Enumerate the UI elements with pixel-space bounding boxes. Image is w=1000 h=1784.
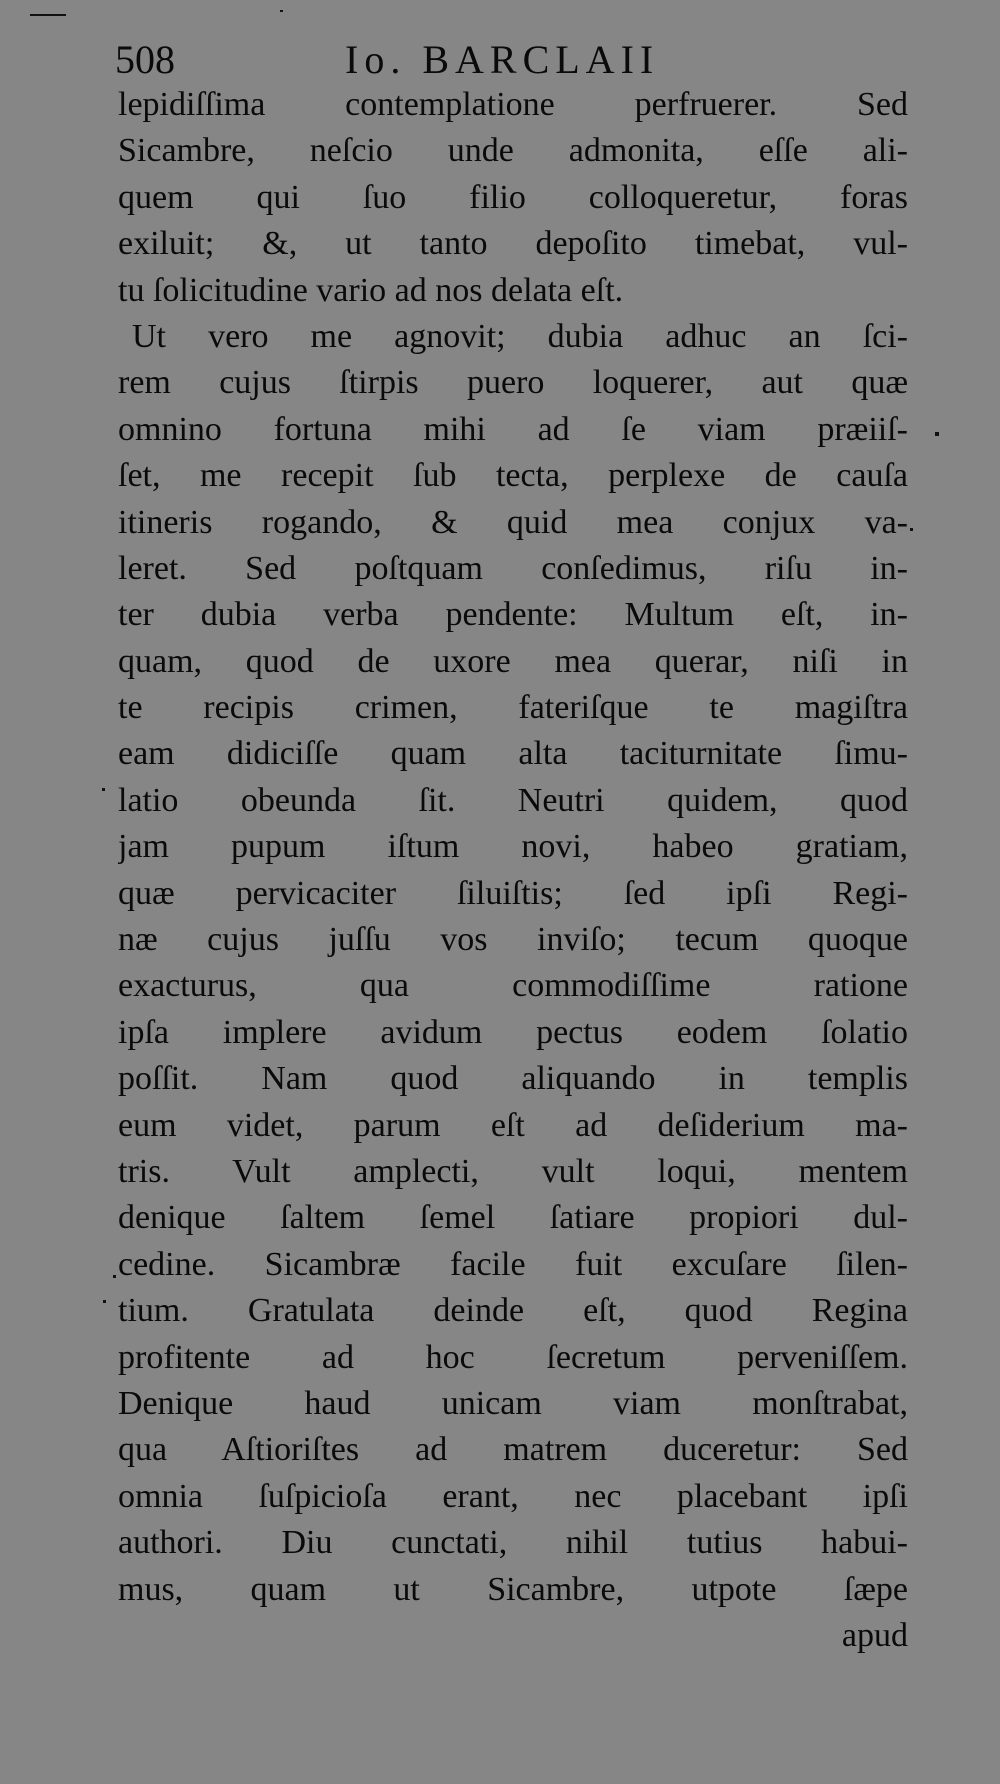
text-line: omnino fortuna mihi ad ſe viam præiiſ- (118, 410, 908, 448)
page-header (115, 30, 915, 90)
text-line: leret. Sed poſtquam conſedimus, riſu in- (118, 549, 908, 587)
scan-speck (910, 528, 913, 531)
text-line: Sicambre, neſcio unde admonita, eſſe ali- (118, 132, 908, 170)
running-head: Io. BARCLAII (345, 37, 660, 82)
text-line: rem cujus ſtirpis puero loquerer, aut quæ (118, 364, 908, 402)
text-line: quam, quod de uxore mea querar, niſi in (118, 642, 908, 680)
text-line: exacturus, qua commodiſſime ratione (118, 967, 908, 1005)
scan-speck (102, 788, 105, 791)
text-line: tris. Vult amplecti, vult loqui, mentem (118, 1152, 908, 1190)
text-line: quem qui ſuo filio colloqueretur, foras (118, 178, 908, 216)
scan-speck (103, 1300, 106, 1303)
text-line: quæ pervicaciter ſiluiſtis; ſed ipſi Regi- (118, 874, 908, 912)
text-line: ſet, me recepit ſub tecta, perplexe de cauſa (118, 457, 908, 495)
text-line: exiluit; &, ut tanto depoſito timebat, vul- (118, 225, 908, 263)
scan-speck (280, 10, 283, 12)
body-text (118, 82, 908, 1659)
text-line: eum videt, parum eſt ad deſiderium ma- (118, 1106, 908, 1144)
text-line: Ut vero me agnovit; dubia adhuc an ſci- (132, 317, 908, 355)
text-line: itineris rogando, & quid mea conjux va- (118, 503, 908, 541)
text-line: jam pupum iſtum novi, habeo gratiam, (118, 828, 908, 866)
text-line: Denique haud unicam viam monſtrabat, (118, 1384, 908, 1422)
text-line: poſſit. Nam quod aliquando in templis (118, 1060, 908, 1098)
page-number: 508 (115, 37, 175, 82)
scan-speck (935, 432, 939, 436)
text-line: lepidiſſima contemplatione perfruerer. Sed (118, 86, 908, 123)
text-line: omnia ſuſpicioſa erant, nec placebant ipſi (118, 1477, 908, 1515)
text-line: eam didiciſſe quam alta taciturnitate ſimu- (118, 735, 908, 773)
text-line: qua Aſtioriſtes ad matrem duceretur: Sed (118, 1431, 908, 1469)
text-line: te recipis crimen, fateriſque te magiſtra (118, 689, 908, 727)
scan-speck (113, 1275, 116, 1278)
text-line: ipſa implere avidum pectus eodem ſolatio (118, 1013, 908, 1051)
text-line: ter dubia verba pendente: Multum eſt, in- (118, 596, 908, 634)
text-line: latio obeunda ſit. Neutri quidem, quod (118, 781, 908, 819)
text-line: mus, quam ut Sicambre, utpote ſæpe (118, 1570, 908, 1608)
text-line: profitente ad hoc ſecretum perveniſſem. (118, 1338, 908, 1376)
text-line: tium. Gratulata deinde eſt, quod Regina (118, 1292, 908, 1330)
catchword: apud (841, 1616, 908, 1654)
scan-speck (30, 14, 66, 16)
text-line: authori. Diu cunctati, nihil tutius habui- (118, 1524, 908, 1562)
text-line: næ cujus juſſu vos inviſo; tecum quoque (118, 921, 908, 959)
text-line: denique ſaltem ſemel ſatiare propiori dul- (118, 1199, 908, 1237)
text-line: tu ſolicitudine vario ad nos delata eſt. (118, 271, 624, 309)
text-line: cedine. Sicambræ facile fuit excuſare ſilen- (118, 1245, 908, 1283)
